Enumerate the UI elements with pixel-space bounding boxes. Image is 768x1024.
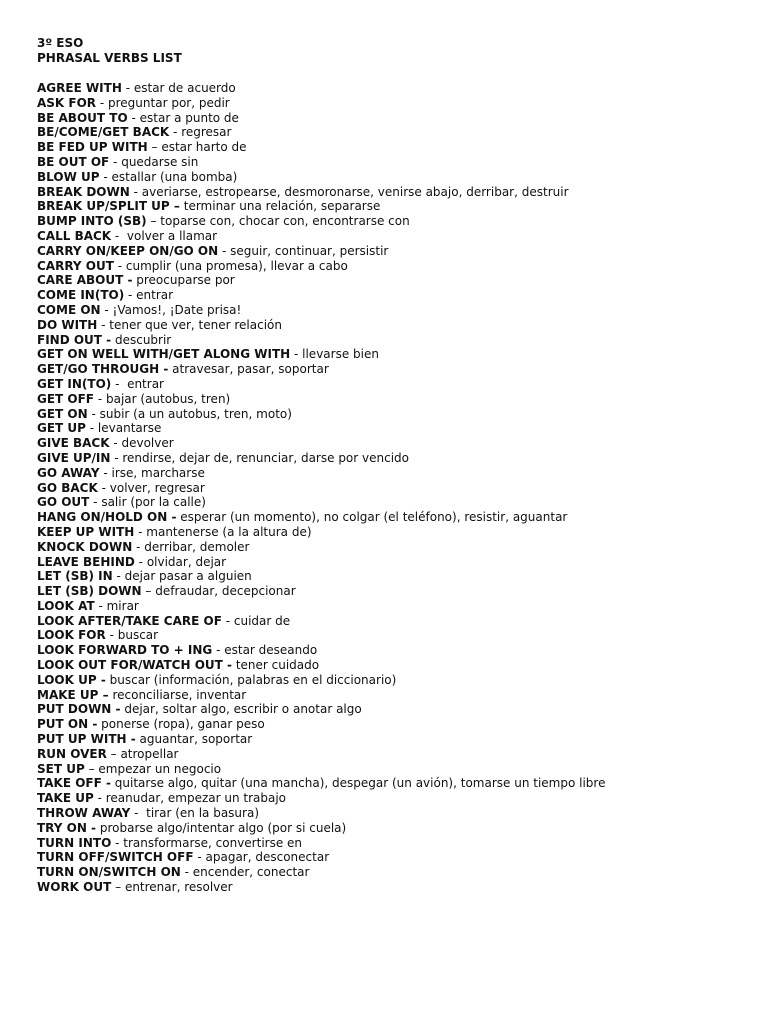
separator: – <box>84 761 99 776</box>
list-item <box>37 318 737 333</box>
phrasal-verb: AGREE WITH <box>37 81 122 95</box>
translation: defraudar, decepcionar <box>155 584 296 599</box>
phrasal-verb: GET/GO THROUGH - <box>37 362 169 377</box>
translation: entrar <box>136 288 174 303</box>
separator: - <box>212 643 225 658</box>
list-item <box>37 673 737 688</box>
phrasal-verb: PUT DOWN - <box>37 702 121 717</box>
phrasal-verb: GET ON WELL WITH/GET ALONG WITH <box>37 347 291 362</box>
list-item <box>37 303 737 318</box>
phrasal-verb: BREAK UP/SPLIT UP – <box>37 199 180 214</box>
translation: mirar <box>106 598 139 613</box>
separator: - <box>97 317 110 332</box>
phrasal-verb: ASK FOR <box>37 95 97 110</box>
translation: estar harto de <box>161 140 247 155</box>
list-item <box>37 614 737 629</box>
translation: levantarse <box>97 421 162 436</box>
phrasal-verb: DO WITH <box>37 317 98 332</box>
translation: dejar, soltar algo, escribir o anotar algo <box>124 702 362 717</box>
separator: - <box>111 835 124 850</box>
translation: toparse con, chocar con, encontrarse con <box>160 214 410 229</box>
separator: - <box>193 850 206 865</box>
separator: - <box>129 184 142 199</box>
translation: devolver <box>121 436 174 451</box>
list-item <box>37 747 737 762</box>
separator: - <box>87 406 100 421</box>
list-item <box>37 466 737 481</box>
list-item <box>37 776 737 791</box>
separator: - <box>111 228 127 243</box>
translation: preguntar por, pedir <box>108 95 230 110</box>
phrasal-verb: BE/COME/GET BACK <box>37 125 170 140</box>
separator: - <box>100 302 113 317</box>
translation: estar deseando <box>224 643 318 658</box>
list-item <box>37 732 737 747</box>
list-item <box>37 628 737 643</box>
list-item <box>37 880 737 895</box>
phrasal-verb: GET ON <box>37 406 88 421</box>
translation: buscar (información, palabras en el diccionario) <box>109 672 397 687</box>
separator: - <box>99 465 112 480</box>
separator: - <box>124 288 137 303</box>
phrasal-verb: CARRY OUT <box>37 258 114 273</box>
phrasal-verb: BUMP INTO (SB) <box>37 214 147 229</box>
phrasal-verb: HANG ON/HOLD ON - <box>37 510 177 525</box>
separator: - <box>94 598 107 613</box>
list-item <box>37 229 737 244</box>
translation: esperar (un momento), no colgar (el teléfono), resistir, aguantar <box>180 510 568 525</box>
separator: - <box>134 524 147 539</box>
phrasal-verb: BE OUT OF <box>37 154 110 169</box>
translation: dejar pasar a alguien <box>124 569 252 584</box>
phrasal-verb: GET UP <box>37 421 86 436</box>
phrasal-verb-list <box>37 81 737 895</box>
translation: derribar, demoler <box>144 539 250 554</box>
phrasal-verb: CALL BACK <box>37 228 112 243</box>
translation: reanudar, empezar un trabajo <box>105 791 287 806</box>
translation: quitarse algo, quitar (una mancha), despegar (un avión), tomarse un tiempo libre <box>114 776 606 791</box>
separator: - <box>97 480 110 495</box>
phrasal-verb: COME IN(TO) <box>37 288 125 303</box>
translation: estar de acuerdo <box>133 81 236 95</box>
list-item <box>37 377 737 392</box>
list-item <box>37 836 737 851</box>
list-item <box>37 717 737 732</box>
phrasal-verb: KEEP UP WITH <box>37 524 135 539</box>
list-item <box>37 347 737 362</box>
list-item <box>37 584 737 599</box>
phrasal-verb: LEAVE BEHIND <box>37 554 135 569</box>
list-item <box>37 850 737 865</box>
list-item <box>37 81 737 96</box>
list-item <box>37 111 737 126</box>
separator: - <box>221 613 234 628</box>
list-item <box>37 362 737 377</box>
phrasal-verb: GIVE UP/IN <box>37 450 111 465</box>
translation: estallar (una bomba) <box>111 169 238 184</box>
separator: - <box>180 865 193 880</box>
translation: seguir, continuar, persistir <box>230 243 389 258</box>
list-item <box>37 214 737 229</box>
list-item <box>37 185 737 200</box>
translation: tener que ver, tener relación <box>109 317 282 332</box>
list-item <box>37 481 737 496</box>
list-item <box>37 702 737 717</box>
translation: cuidar de <box>233 613 291 628</box>
list-item <box>37 259 737 274</box>
phrasal-verb: BLOW UP <box>37 169 100 184</box>
document-title: PHRASAL VERBS LIST <box>37 51 182 65</box>
separator: - <box>169 125 182 140</box>
translation: atravesar, pasar, soportar <box>172 362 329 377</box>
phrasal-verb: PUT UP WITH - <box>37 732 136 747</box>
translation: llevarse bien <box>302 347 379 362</box>
translation: quedarse sin <box>121 154 199 169</box>
list-item <box>37 125 737 140</box>
translation: terminar una relación, separarse <box>183 199 381 214</box>
translation: probarse algo/intentar algo (por si cuela) <box>99 820 347 835</box>
translation: bajar (autobus, tren) <box>105 391 231 406</box>
phrasal-verb: LOOK AFTER/TAKE CARE OF <box>37 613 222 628</box>
spacer <box>37 66 737 81</box>
phrasal-verb: GO BACK <box>37 480 98 495</box>
list-item <box>37 525 737 540</box>
translation: averiarse, estropearse, desmoronarse, venirse abajo, derribar, destruir <box>141 184 569 199</box>
separator: – <box>141 584 156 599</box>
translation: descubrir <box>114 332 172 347</box>
phrasal-verb: MAKE UP – <box>37 687 109 702</box>
phrasal-verb: CARE ABOUT - <box>37 273 133 288</box>
separator: - <box>109 154 122 169</box>
translation: rendirse, dejar de, renunciar, darse por vencido <box>122 450 410 465</box>
phrasal-verb: GO OUT <box>37 495 90 510</box>
phrasal-verb: RUN OVER <box>37 746 107 761</box>
list-item <box>37 436 737 451</box>
translation: entrenar, resolver <box>124 880 233 895</box>
list-item <box>37 273 737 288</box>
separator: - <box>99 169 112 184</box>
separator: – <box>147 140 162 155</box>
separator: - <box>218 243 231 258</box>
separator: - <box>121 81 134 95</box>
translation: preocuparse por <box>136 273 235 288</box>
phrasal-verb: TURN INTO <box>37 835 112 850</box>
translation: mantenerse (a la altura de) <box>146 524 312 539</box>
list-item <box>37 140 737 155</box>
phrasal-verb: CARRY ON/KEEP ON/GO ON <box>37 243 219 258</box>
separator: – <box>106 746 121 761</box>
phrasal-verb: LET (SB) DOWN <box>37 584 142 599</box>
list-item <box>37 569 737 584</box>
separator: - <box>89 495 102 510</box>
translation: encender, conectar <box>192 865 310 880</box>
phrasal-verb: TRY ON - <box>37 820 97 835</box>
translation: salir (por la calle) <box>101 495 206 510</box>
translation: volver, regresar <box>109 480 205 495</box>
translation: empezar un negocio <box>98 761 222 776</box>
separator: - <box>85 421 98 436</box>
list-item <box>37 96 737 111</box>
list-item <box>37 540 737 555</box>
list-item <box>37 762 737 777</box>
translation: cumplir (una promesa), llevar a cabo <box>125 258 348 273</box>
list-item <box>37 821 737 836</box>
phrasal-verb: TURN OFF/SWITCH OFF <box>37 850 194 865</box>
list-item <box>37 599 737 614</box>
phrasal-verb: KNOCK DOWN <box>37 539 133 554</box>
phrasal-verb: SET UP <box>37 761 85 776</box>
list-item <box>37 392 737 407</box>
phrasal-verb: COME ON <box>37 302 101 317</box>
list-item <box>37 288 737 303</box>
phrasal-verb: LOOK OUT FOR/WATCH OUT - <box>37 658 232 673</box>
list-item <box>37 555 737 570</box>
list-item <box>37 658 737 673</box>
separator: - <box>127 110 140 125</box>
phrasal-verb: BREAK DOWN <box>37 184 130 199</box>
separator: - <box>96 95 109 110</box>
list-item <box>37 688 737 703</box>
separator: - <box>134 554 147 569</box>
list-item <box>37 407 737 422</box>
list-item <box>37 155 737 170</box>
phrasal-verb: LET (SB) IN <box>37 569 113 584</box>
translation: apagar, desconectar <box>205 850 330 865</box>
separator: - <box>130 806 147 821</box>
phrasal-verb: GET OFF <box>37 391 95 406</box>
phrasal-verb: TAKE UP <box>37 791 94 806</box>
list-item <box>37 806 737 821</box>
separator: - <box>105 628 118 643</box>
document-page <box>37 36 737 895</box>
phrasal-verb: LOOK AT <box>37 598 95 613</box>
translation: aguantar, soportar <box>139 732 253 747</box>
phrasal-verb: LOOK FOR <box>37 628 106 643</box>
translation: transformarse, convertirse en <box>123 835 303 850</box>
list-item <box>37 421 737 436</box>
list-item <box>37 451 737 466</box>
separator: - <box>94 391 106 406</box>
separator: - <box>113 258 126 273</box>
translation: subir (a un autobus, tren, moto) <box>99 406 292 421</box>
translation: regresar <box>181 125 232 140</box>
translation: olvidar, dejar <box>146 554 227 569</box>
separator: – <box>146 214 161 229</box>
phrasal-verb: GO AWAY <box>37 465 100 480</box>
list-item <box>37 865 737 880</box>
separator: - <box>110 450 123 465</box>
phrasal-verb: FIND OUT - <box>37 332 112 347</box>
separator: - <box>290 347 303 362</box>
separator: - <box>111 376 128 391</box>
translation: tirar (en la basura) <box>146 806 259 821</box>
separator: - <box>109 436 122 451</box>
phrasal-verb: LOOK FORWARD TO + ING <box>37 643 213 658</box>
course-label: 3º ESO <box>37 36 84 50</box>
list-item <box>37 199 737 214</box>
translation: estar a punto de <box>139 110 239 125</box>
phrasal-verb: TAKE OFF - <box>37 776 111 791</box>
separator: - <box>132 539 145 554</box>
phrasal-verb: TURN ON/SWITCH ON <box>37 865 181 880</box>
phrasal-verb: BE FED UP WITH <box>37 140 148 155</box>
list-item <box>37 791 737 806</box>
phrasal-verb: THROW AWAY <box>37 806 131 821</box>
phrasal-verb: BE ABOUT TO <box>37 110 128 125</box>
list-item <box>37 643 737 658</box>
translation: buscar <box>117 628 159 643</box>
separator: - <box>112 569 125 584</box>
translation: irse, marcharse <box>111 465 205 480</box>
list-item <box>37 495 737 510</box>
separator: - <box>93 791 106 806</box>
list-item <box>37 170 737 185</box>
translation: tener cuidado <box>235 658 320 673</box>
separator: – <box>111 880 125 895</box>
translation: ¡Vamos!, ¡Date prisa! <box>112 302 242 317</box>
phrasal-verb: PUT ON - <box>37 717 98 732</box>
list-item <box>37 244 737 259</box>
translation: volver a llamar <box>126 228 218 243</box>
translation: entrar <box>127 376 164 391</box>
translation: atropellar <box>120 746 179 761</box>
translation: ponerse (ropa), ganar peso <box>101 717 265 732</box>
translation: reconciliarse, inventar <box>112 687 247 702</box>
list-item <box>37 333 737 348</box>
phrasal-verb: WORK OUT <box>37 880 112 895</box>
phrasal-verb: LOOK UP - <box>37 672 106 687</box>
list-item <box>37 510 737 525</box>
phrasal-verb: GET IN(TO) <box>37 376 112 391</box>
phrasal-verb: GIVE BACK <box>37 436 110 451</box>
